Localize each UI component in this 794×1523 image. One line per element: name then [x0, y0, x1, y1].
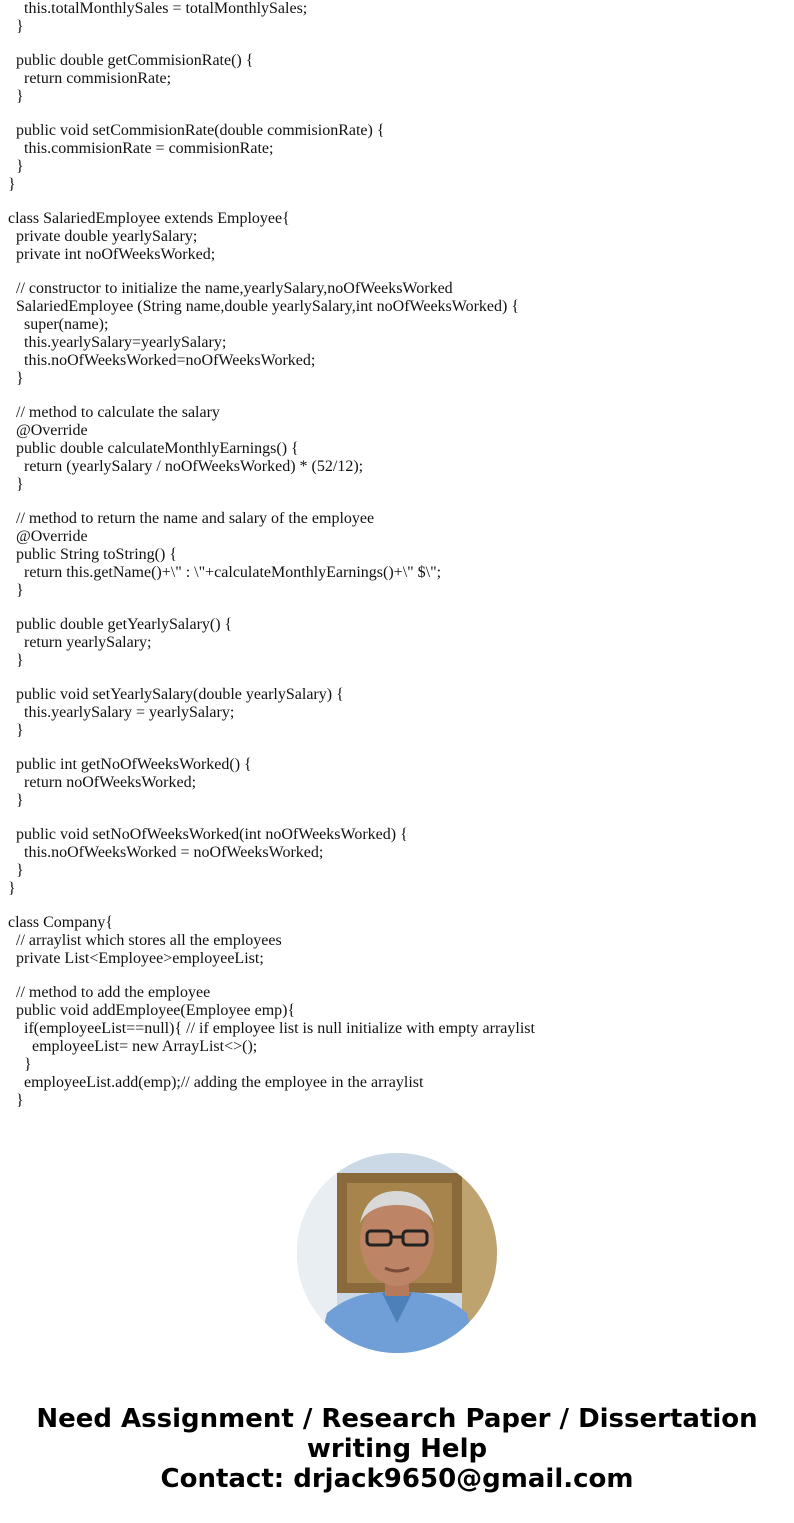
code-line: } — [8, 476, 24, 493]
code-line: return this.getName()+\" : \"+calculateMonthlyEarnings()+\" $\"; — [8, 564, 442, 581]
code-line: } — [8, 158, 24, 175]
promo-contact: Contact: drjack9650@gmail.com — [160, 1464, 634, 1494]
code-line: // constructor to initialize the name,yearlySalary,noOfWeeksWorked — [8, 280, 453, 297]
code-line — [8, 388, 535, 404]
code-line: // arraylist which stores all the employees — [8, 932, 282, 949]
code-line — [8, 194, 535, 210]
avatar — [297, 1153, 497, 1353]
code-line: class SalariedEmployee extends Employee{ — [8, 210, 290, 227]
code-line — [8, 898, 535, 914]
code-line: employeeList.add(emp);// adding the employee in the arraylist — [8, 1074, 424, 1091]
code-line: public void setYearlySalary(double yearlySalary) { — [8, 686, 344, 703]
code-line: } — [8, 880, 16, 897]
code-line: return noOfWeeksWorked; — [8, 774, 197, 791]
code-line: @Override — [8, 422, 88, 439]
code-line: public double getYearlySalary() { — [8, 616, 233, 633]
promo-banner — [0, 1404, 794, 1494]
code-line: this.commisionRate = commisionRate; — [8, 140, 274, 157]
code-line: this.yearlySalary=yearlySalary; — [8, 334, 227, 351]
code-line: } — [8, 88, 24, 105]
code-line: // method to add the employee — [8, 984, 211, 1001]
code-line: } — [8, 792, 24, 809]
code-line: class Company{ — [8, 914, 113, 931]
code-line: public void addEmployee(Employee emp){ — [8, 1002, 296, 1019]
code-line: return yearlySalary; — [8, 634, 152, 651]
code-line: } — [8, 1092, 24, 1109]
promo-line-2: writing Help — [306, 1434, 488, 1464]
code-line: SalariedEmployee (String name,double yearlySalary,int noOfWeeksWorked) { — [8, 298, 520, 315]
code-line: private int noOfWeeksWorked; — [8, 246, 216, 263]
code-line — [8, 670, 535, 686]
code-line: // method to return the name and salary of the employee — [8, 510, 375, 527]
code-line: } — [8, 370, 24, 387]
code-line: } — [8, 722, 24, 739]
code-line: super(name); — [8, 316, 109, 333]
code-line: return (yearlySalary / noOfWeeksWorked) * (52/12); — [8, 458, 364, 475]
code-line: } — [8, 582, 24, 599]
code-listing — [8, 0, 535, 1110]
code-line: private List<Employee>employeeList; — [8, 950, 264, 967]
code-line: } — [8, 862, 24, 879]
code-line — [8, 106, 535, 122]
code-line — [8, 810, 535, 826]
code-line: } — [8, 1056, 32, 1073]
code-line: this.noOfWeeksWorked=noOfWeeksWorked; — [8, 352, 316, 369]
code-line: } — [8, 652, 24, 669]
code-line — [8, 740, 535, 756]
code-line: } — [8, 176, 16, 193]
code-line — [8, 968, 535, 984]
code-line: } — [8, 18, 24, 35]
code-line: public void setNoOfWeeksWorked(int noOfWeeksWorked) { — [8, 826, 408, 843]
code-line — [8, 36, 535, 52]
code-line: public double getCommisionRate() { — [8, 52, 254, 69]
code-line: @Override — [8, 528, 88, 545]
code-line: this.yearlySalary = yearlySalary; — [8, 704, 235, 721]
code-line: private double yearlySalary; — [8, 228, 198, 245]
code-line — [8, 494, 535, 510]
person-portrait-icon — [297, 1153, 497, 1353]
code-line: public String toString() { — [8, 546, 178, 563]
code-line: this.noOfWeeksWorked = noOfWeeksWorked; — [8, 844, 324, 861]
code-line — [8, 600, 535, 616]
code-line: employeeList= new ArrayList<>(); — [8, 1038, 258, 1055]
code-line — [8, 264, 535, 280]
code-line: this.totalMonthlySales = totalMonthlySales; — [8, 0, 308, 17]
code-line: return commisionRate; — [8, 70, 172, 87]
promo-line-1: Need Assignment / Research Paper / Dissertation — [36, 1404, 758, 1434]
code-line: // method to calculate the salary — [8, 404, 220, 421]
code-line: public int getNoOfWeeksWorked() { — [8, 756, 252, 773]
code-line: if(employeeList==null){ // if employee list is null initialize with empty arraylist — [8, 1020, 535, 1037]
code-line: public void setCommisionRate(double commisionRate) { — [8, 122, 385, 139]
code-line: public double calculateMonthlyEarnings() { — [8, 440, 299, 457]
